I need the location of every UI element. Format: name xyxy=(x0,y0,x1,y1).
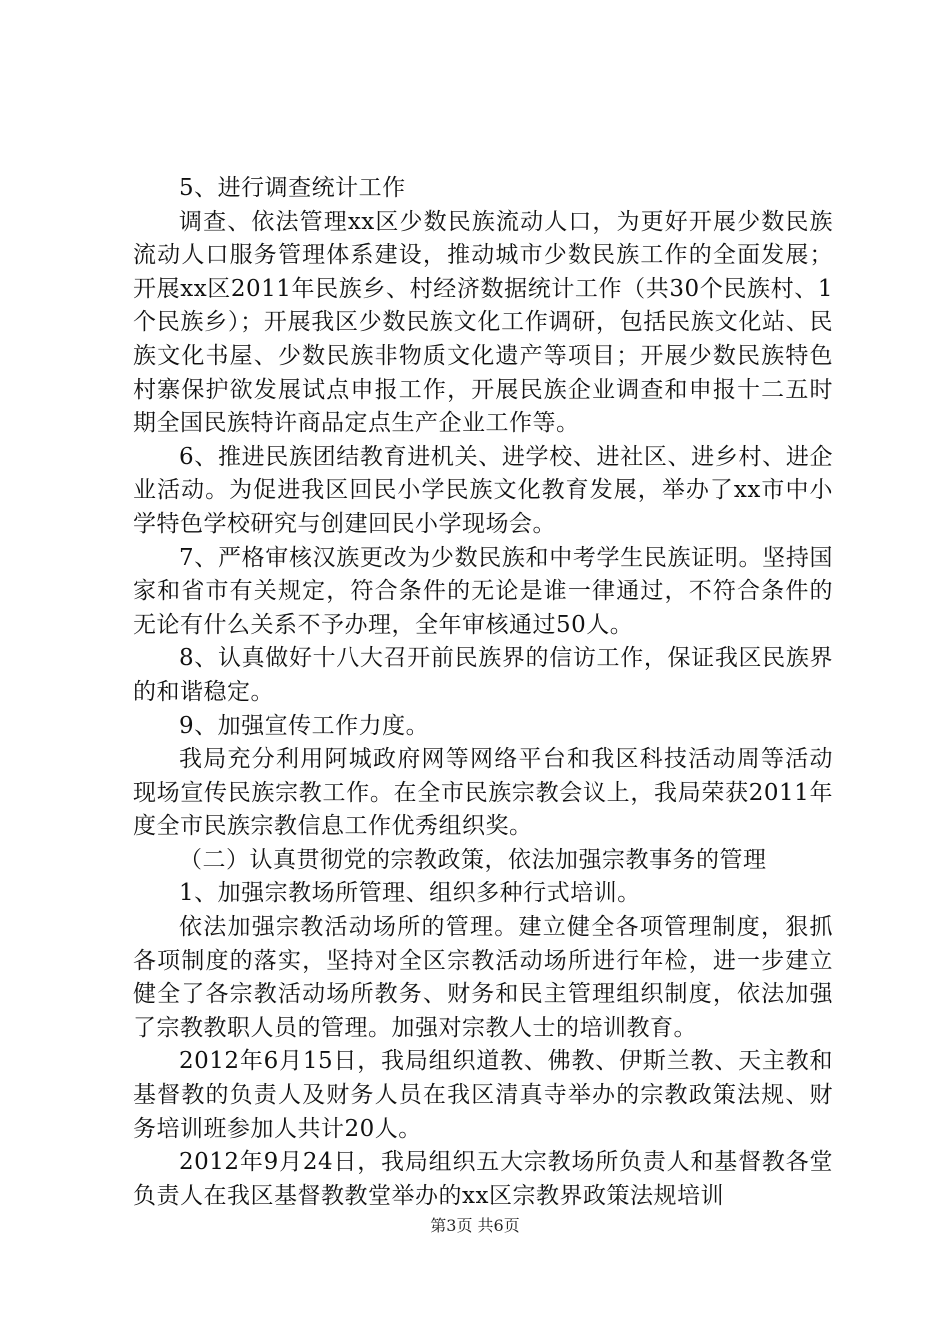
heading-item-5: 5、进行调查统计工作 xyxy=(179,175,406,201)
document-body xyxy=(133,172,833,1213)
page-footer: 第3页 共6页 xyxy=(430,1216,520,1235)
paragraph-venue-management: 依法加强宗教活动场所的管理。建立健全各项管理制度，狠抓各项制度的落实，坚持对全区宗教活动场所进行年检，进一步建立健全了各宗教活动场所教务、财务和民主管理组织制度，依法加强了宗教教职人员的管理。加强对宗教人士的培训教育。 xyxy=(133,914,833,1041)
paragraph-item-8: 8、认真做好十八大召开前民族界的信访工作，保证我区民族界的和谐稳定。 xyxy=(133,645,833,705)
section-heading-2: （二）认真贯彻党的宗教政策，依法加强宗教事务的管理 xyxy=(179,846,767,873)
heading-religion-item-1: 1、加强宗教场所管理、组织多种行式培训。 xyxy=(179,880,641,907)
paragraph-training-september: 2012年9月24日，我局组织五大宗教场所负责人和基督教各堂负责人在我区基督教教堂举办的xx区宗教界政策法规培训 xyxy=(133,1149,833,1209)
paragraph-item-7: 7、严格审核汉族更改为少数民族和中考学生民族证明。坚持国家和省市有关规定，符合条件的无论是谁一律通过，不符合条件的无论有什么关系不予办理，全年审核通过50人。 xyxy=(133,544,833,638)
paragraph-training-june: 2012年6月15日，我局组织道教、佛教、伊斯兰教、天主教和基督教的负责人及财务人员在我区清真寺举办的宗教政策法规、财务培训班参加人共计20人。 xyxy=(133,1048,833,1142)
heading-item-9: 9、加强宣传工作力度。 xyxy=(179,712,430,739)
paragraph-item-6: 6、推进民族团结教育进机关、进学校、进社区、进乡村、进企业活动。为促进我区回民小学民族文化教育发展，举办了xx市中小学特色学校研究与创建回民小学现场会。 xyxy=(133,443,833,537)
paragraph-survey-statistics: 调查、依法管理xx区少数民族流动人口，为更好开展少数民族流动人口服务管理体系建设，推动城市少数民族工作的全面发展；开展xx区2011年民族乡、村经济数据统计工作（共30个民族村、1个民族乡）；开展我区少数民族文化工作调研，包括民族文化站、民族文化书屋、少数民族非物质文化遗产等项目；开展少数民族特色村寨保护欲发展试点申报工作，开展民族企业调查和申报十二五时期全国民族特许商品定点生产企业工作等。 xyxy=(133,208,833,437)
paragraph-publicity: 我局充分利用阿城政府网等网络平台和我区科技活动周等活动现场宣传民族宗教工作。在全市民族宗教会议上，我局荣获2011年度全市民族宗教信息工作优秀组织奖。 xyxy=(133,746,833,840)
